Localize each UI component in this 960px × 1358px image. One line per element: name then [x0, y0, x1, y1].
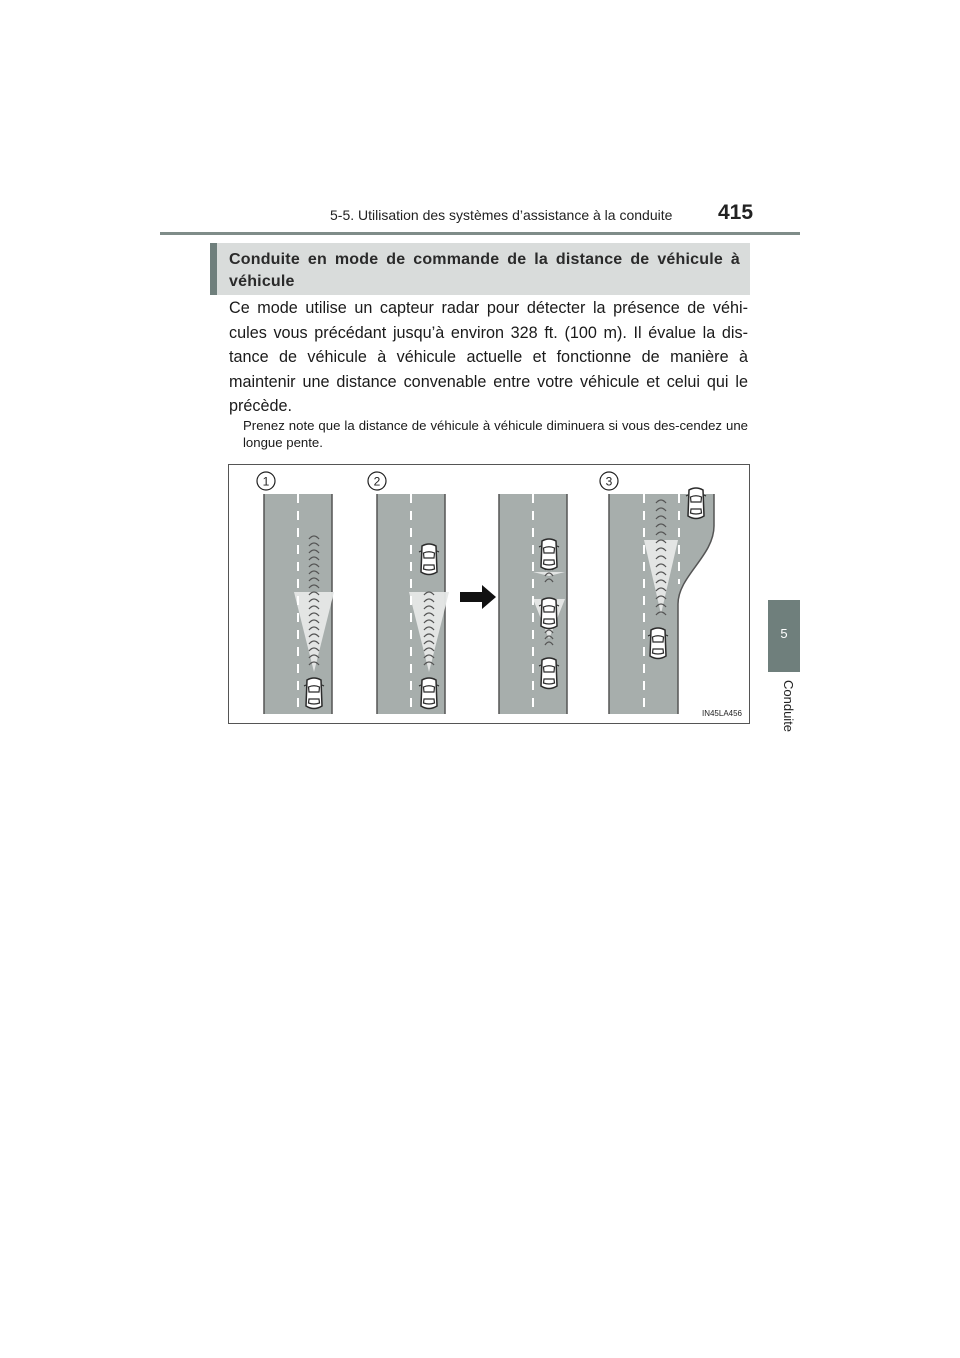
callout-1	[257, 472, 275, 490]
car-icon	[419, 544, 439, 575]
figure-image-code: IN45LA456	[701, 709, 742, 718]
callout-3-label: 3	[605, 474, 613, 489]
figure-following-distance	[228, 464, 750, 724]
callout-3	[600, 472, 618, 490]
section-heading: Conduite en mode de commande de la distance de véhicule à véhicule	[210, 243, 750, 295]
car-icon	[419, 678, 439, 709]
chapter-tab-label: Conduite	[781, 680, 796, 733]
callout-1-label: 1	[262, 474, 270, 489]
car-icon	[686, 488, 706, 519]
page-number: 415	[718, 201, 754, 224]
header-rule	[160, 232, 800, 235]
chapter-tab-number: 5	[780, 626, 788, 641]
car-icon	[539, 539, 559, 570]
car-icon	[648, 628, 668, 659]
car-icon	[539, 598, 559, 629]
callout-2	[368, 472, 386, 490]
running-header-section: 5-5. Utilisation des systèmes d’assistance à la conduite	[330, 207, 673, 223]
callout-2-label: 2	[373, 474, 381, 489]
car-icon	[539, 658, 559, 689]
section-note: Prenez note que la distance de véhicule à véhicule diminuera si vous des-cendez une longue pente.	[243, 418, 748, 450]
section-body-paragraph: Ce mode utilise un capteur radar pour détecter la présence de véhi-cules vous précédant jusqu’à environ 328 ft. (100 m). Il évalue la dis-tance de véhicule à véhicule actuelle et fonctionne de manière à maintenir une distance convenable entre votre véhicule et celui qui le précède.	[229, 299, 748, 416]
figure-illustration	[228, 464, 750, 724]
car-icon	[304, 678, 324, 709]
